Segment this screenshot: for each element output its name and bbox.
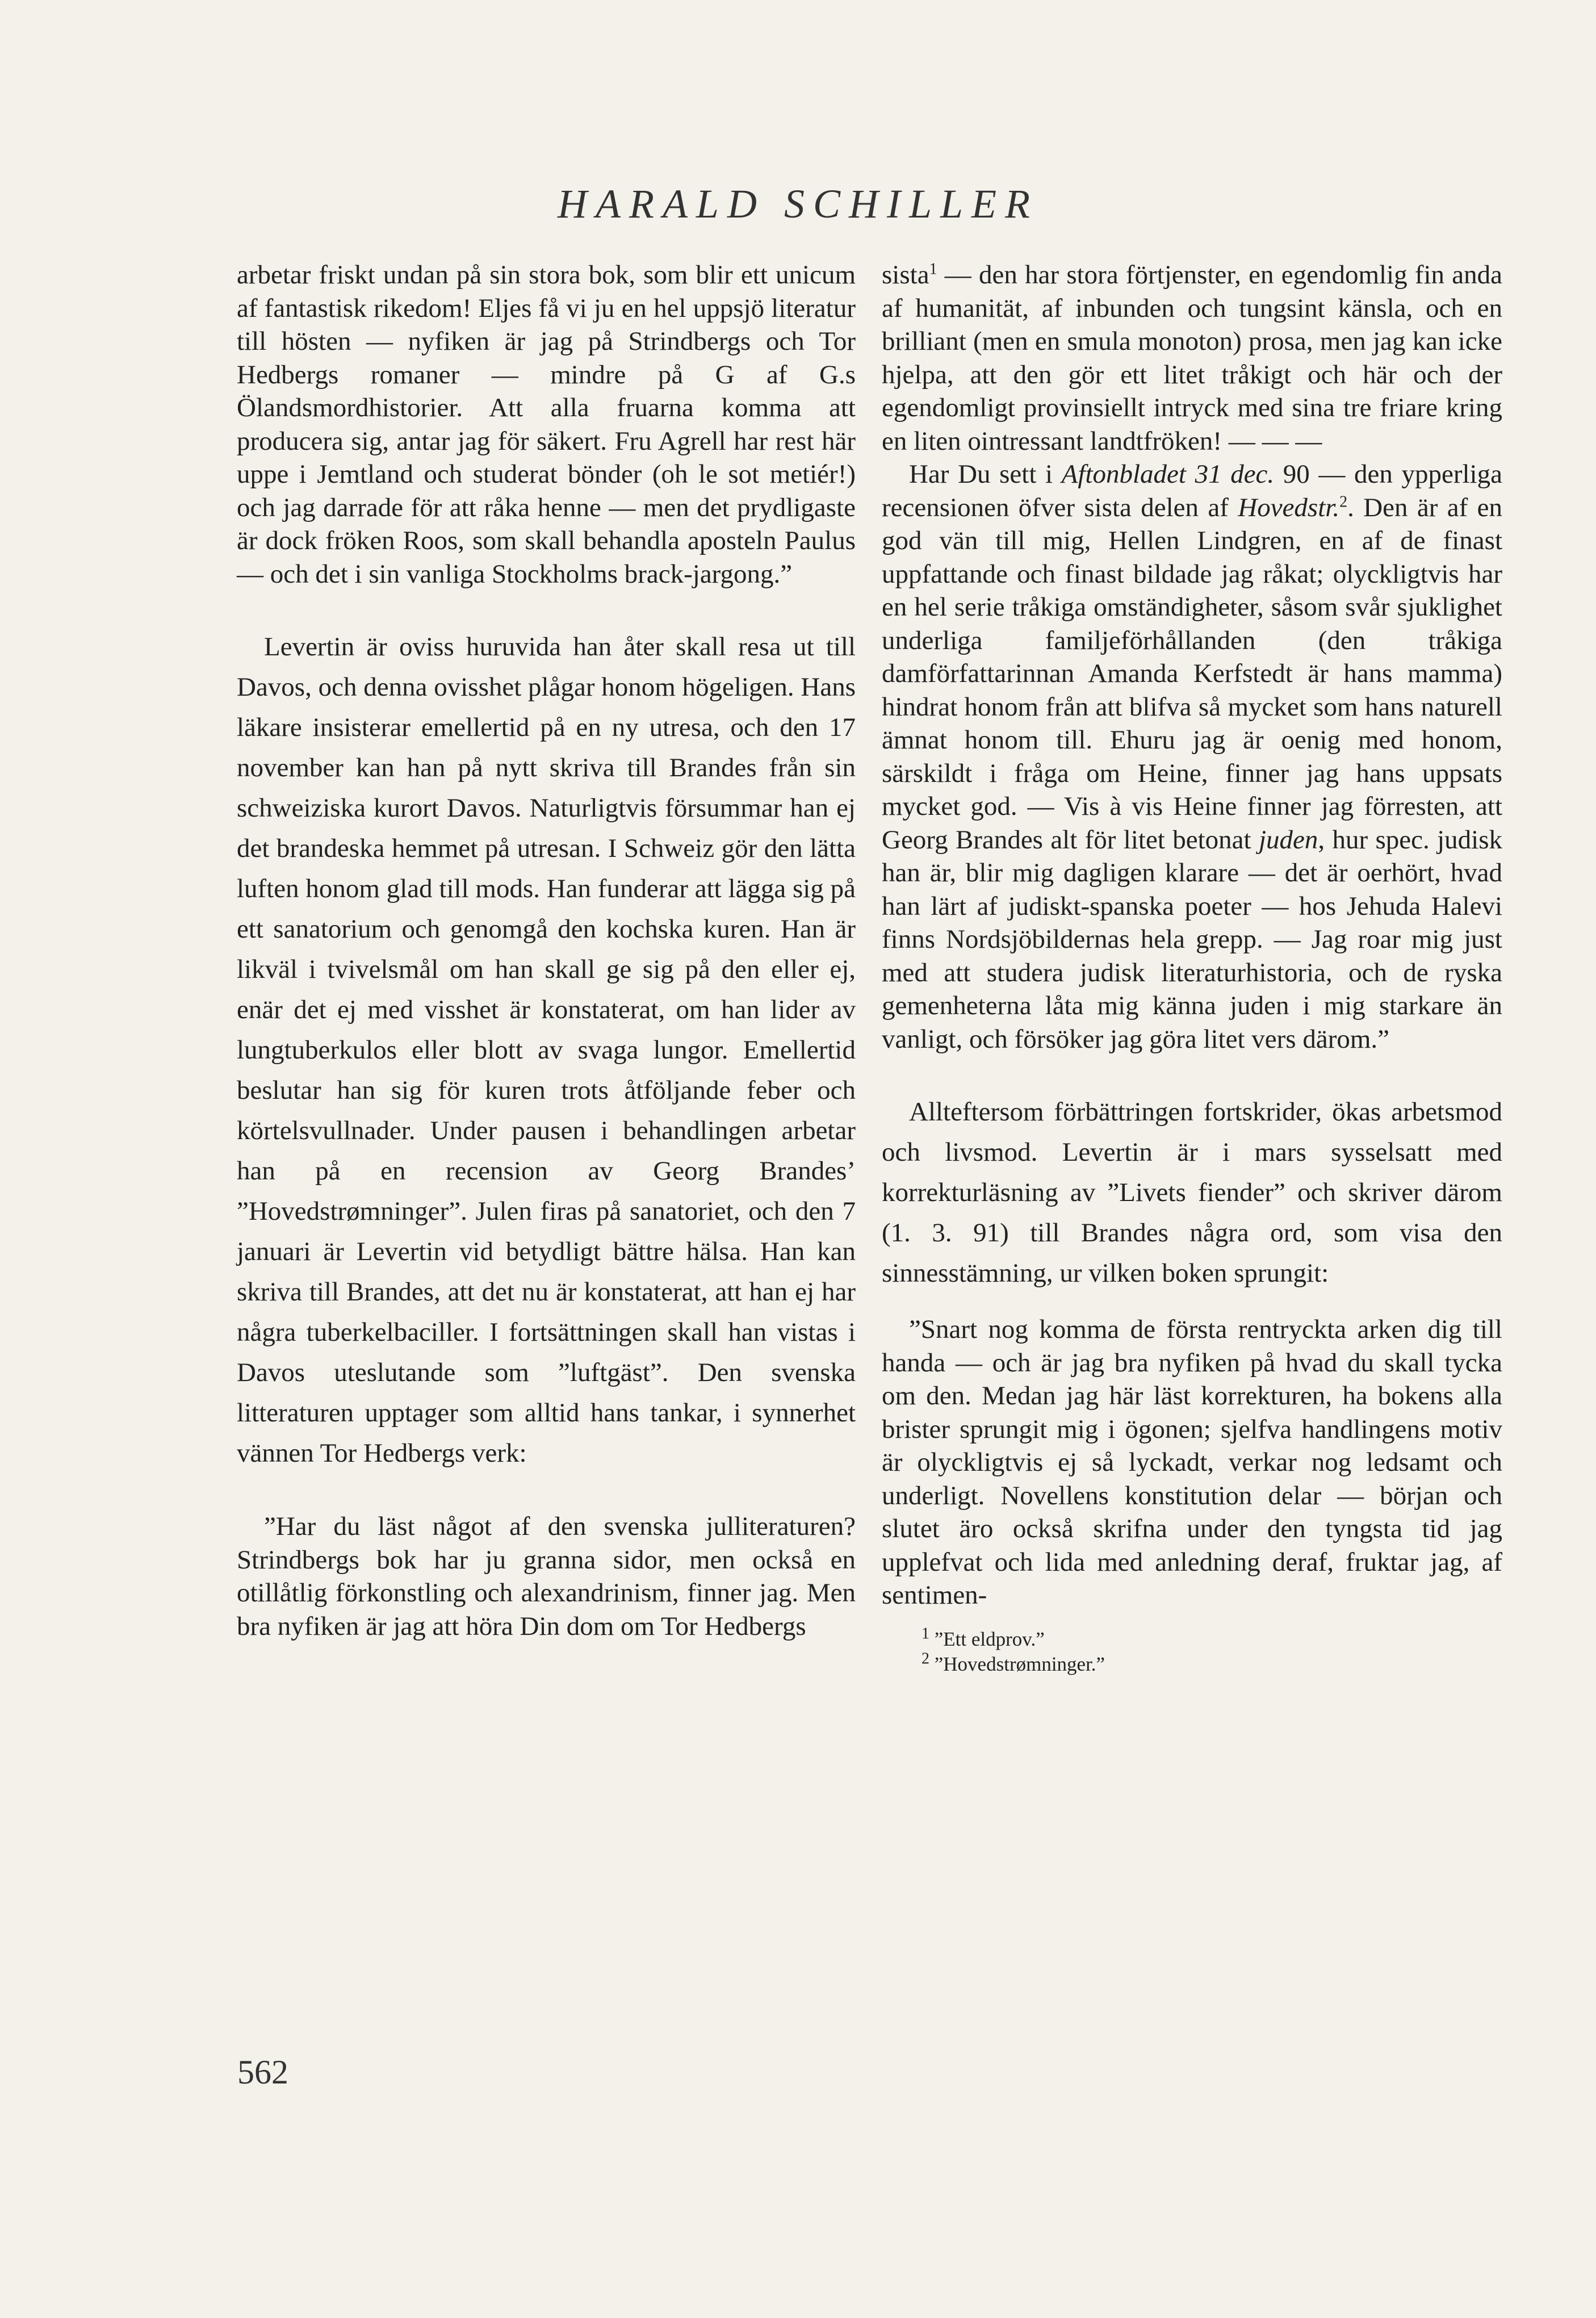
block-quote: ”Snart nog komma de första rentryckta arken dig till handa — och är jag bra nyfiken på hvad du skall tycka om den. Medan jag här läst korrekturen, ha bokens alla brister sprungit mig i ögonen; sjelfva handlingens motiv är olyckligtvis ej så lyckadt, verkar nog ledsamt och underligt. Novellens konstitution delar — början och slutet äro också skrifna under den tyngsta tid jag upplefvat och lida med anledning deraf, fruktar jag, af sentimen- [882, 1315, 1502, 1610]
italic-text: Hovedstr. [1238, 492, 1340, 522]
quote-continuation: arbetar friskt undan på sin stora bok, som blir ett unicum af fantastisk rikedom! Eljes få vi ju en hel uppsjö literatur till hösten — nyfiken är jag på Strindbergs och Tor Hedbergs romaner — mindre på G af G.s Ölandsmordhistorier. Att alla fruarna komma att producera sig, antar jag för säkert. Fru Agrell har rest här uppe i Jemtland och studerat bönder (oh le sot metiér!) och jag darrade för att råka henne — men det prydligaste är dock fröken Roos, som skall behandla aposteln Paulus — och det i sin vanliga Stockholms brack-jargong.” [237, 260, 856, 589]
right-column [882, 258, 1502, 1677]
page-number: 562 [237, 2053, 288, 2091]
italic-text: juden [1258, 825, 1318, 855]
quote-continuation [882, 258, 1502, 458]
running-header: HARALD SCHILLER [557, 181, 1039, 227]
body-paragraph: Levertin är oviss huruvida han åter skall resa ut till Davos, och denna ovisshet plågar honom högeligen. Hans läkare insisterar emellertid på en ny utresa, och den 17 november kan han på nytt skriva till Brandes från sin schweiziska kurort Davos. Naturligtvis försummar han ej det brandeska hemmet på utresan. I Schweiz gör den lätta luften honom glad till mods. Han funderar att lägga sig på ett sanatorium och genomgå den kochska kuren. Han är likväl i tvivelsmål om han skall ge sig på den eller ej, enär det ej med visshet är konstaterat, om han lider av lungtuberkulos eller blott av svaga lungor. Emellertid beslutar han sig för kuren trots åtföljande feber och körtelsvullnader. Under pausen i behandlingen arbetar han på en recension av Georg Brandes’ ”Hovedstrømninger”. Julen firas på sanatoriet, och den 7 januari är Levertin vid betydligt bättre hälsa. Han kan skriva till Brandes, att det nu är konstaterat, att han ej har några tuberkelbaciller. I fortsättningen skall han vistas i Davos uteslutande som ”luftgäst”. Den svenska litteraturen upptager som alltid hans tankar, i synnerhet vännen Tor Hedbergs verk: [237, 632, 856, 1468]
footnotes [882, 1624, 1502, 1677]
footnote-1 [921, 1624, 1502, 1652]
quote-text: — den har stora förtjenster, en egendomlig fin anda af humanität, af inbunden och tungsint känsla, och en brilliant (men en smula monoton) prosa, men jag kan icke hjelpa, att den gör ett litet tråkigt och här och der egendomligt provinsiellt intryck med sina tre friare kring en liten ointressant landtfröken! — — — [882, 260, 1502, 456]
footnote-mark: 1 [921, 1624, 929, 1642]
quote-text: , hur spec. judisk han är, blir mig dagligen klarare — det är oerhört, hvad han lärt af judiskt-spanska poeter — hos Jehuda Halevi finns Nordsjöbildernas hela grepp. — Jag roar mig just med att studera judisk literaturhistoria, och de ryska gemenheterna låta mig känna juden i mig starkare än vanligt, och försöker jag göra litet vers därom.” [882, 825, 1503, 1054]
footnote-ref-1: 1 [929, 260, 937, 278]
quote-text: . Den är af en god vän till mig, Hellen Lindgren, en af de finast uppfattande och finast bildade jag råkat; olyckligtvis har en hel serie tråkiga omständigheter, såsom svår sjuklighet underliga familjeförhållanden (den tråkiga damförfattarinnan Amanda Kerfstedt är hans mamma) hindrat honom från att blifva så mycket som hans naturell ämnat honom till. Ehuru jag är oenig med honom, särskildt i fråga om Heine, finner jag hans uppsats mycket god. — Vis à vis Heine finner jag förresten, att Georg Brandes alt för litet betonat [882, 492, 1502, 855]
quote-text: Har Du sett i [909, 459, 1062, 489]
quote-text: 90 — den ypperliga recensionen öfver sista delen af [882, 459, 1502, 522]
body-paragraph: Allteftersom förbättringen fortskrider, ökas arbetsmod och livsmod. Levertin är i mars sysselsatt med korrekturläsning av ”Livets fiender” och skriver därom (1. 3. 91) till Brandes några ord, som visa den sinnesstämning, ur vilken boken sprungit: [882, 1097, 1502, 1288]
italic-text: Aftonbladet 31 dec. [1061, 459, 1275, 489]
footnote-mark: 2 [921, 1649, 929, 1667]
left-column [237, 258, 856, 1643]
footnote-ref-2: 2 [1339, 492, 1348, 511]
quote-text: sista [882, 260, 929, 290]
footnote-2 [921, 1649, 1502, 1677]
footnote-text: ”Hovedstrømninger.” [934, 1652, 1105, 1675]
quote-paragraph [882, 458, 1502, 1056]
block-quote: ”Har du läst något af den svenska julliteraturen? Strindbergs bok har ju granna sidor, men också en otillåtlig förkonstling och alexandrinism, finner jag. Men bra nyfiken är jag att höra Din dom om Tor Hedbergs [237, 1512, 856, 1641]
footnote-text: ”Ett eldprov.” [934, 1627, 1045, 1650]
